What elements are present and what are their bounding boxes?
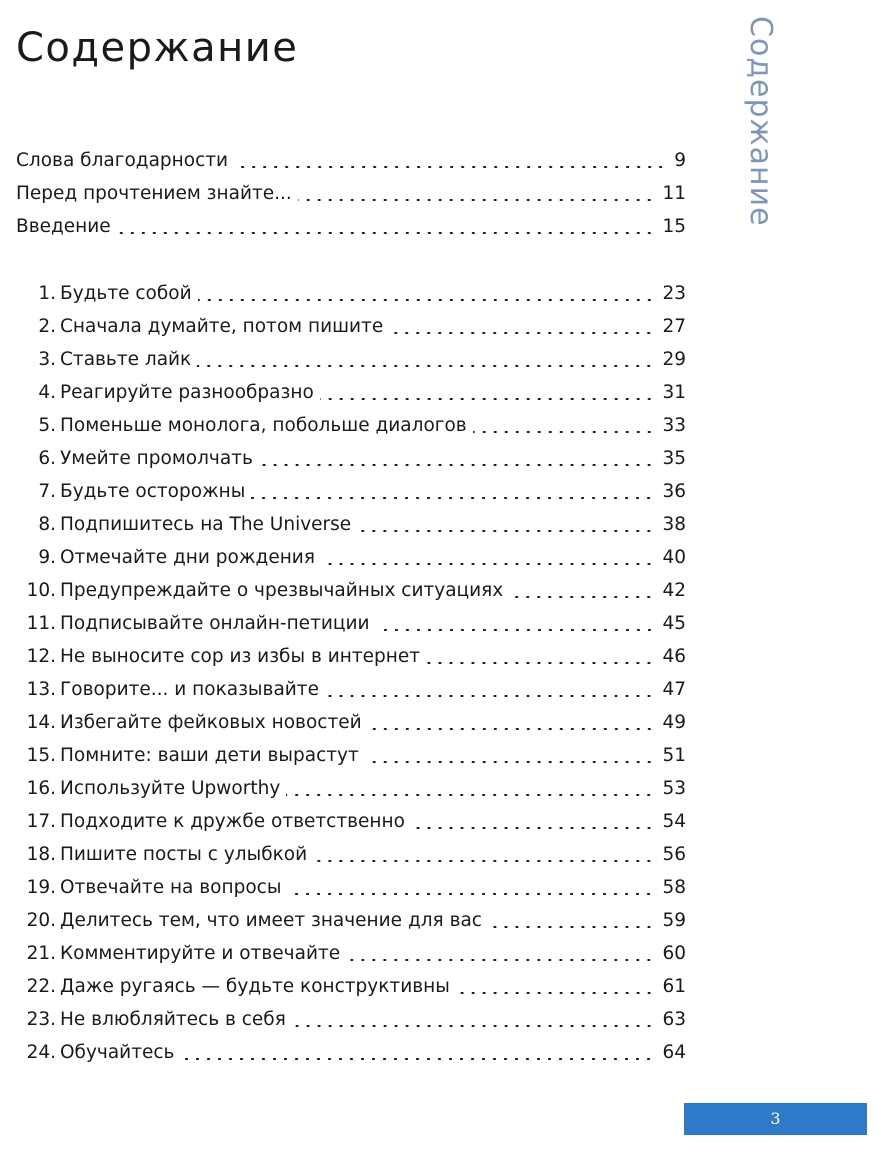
toc-entry-label: Не выносите сор из избы в интернет	[60, 646, 421, 667]
toc-entry-label: Реагируйте разнообразно	[60, 382, 314, 403]
chapter-number: 9.	[38, 547, 56, 568]
toc-entry-chapter-11[interactable]	[16, 610, 686, 638]
toc-entry-label: Говорите... и показывайте	[60, 679, 319, 700]
toc-entry-page: 29	[662, 349, 686, 370]
toc-entry-label: Избегайте фейковых новостей	[60, 712, 362, 733]
dot-leader	[376, 629, 655, 631]
toc-entry-page: 40	[662, 547, 686, 568]
dot-leader	[411, 827, 655, 829]
toc-entry-page: 42	[662, 580, 686, 601]
toc-entry-label: Отмечайте дни рождения	[60, 547, 315, 568]
toc-entry-page: 56	[662, 844, 686, 865]
dot-leader	[251, 497, 654, 499]
dot-leader	[325, 695, 654, 697]
dot-leader	[286, 794, 654, 796]
toc-entry-chapter-20[interactable]	[16, 907, 686, 935]
toc-entry-page: 54	[662, 811, 686, 832]
dot-leader	[426, 662, 654, 664]
chapter-number: 7.	[38, 481, 56, 502]
toc-entry-label: Умейте промолчать	[60, 448, 253, 469]
dot-leader	[357, 530, 654, 532]
toc-entry-page: 51	[662, 745, 686, 766]
toc-entry-page: 60	[662, 943, 686, 964]
chapter-number: 24.	[26, 1042, 56, 1063]
chapter-number: 17.	[26, 811, 56, 832]
toc-entry-label: Слова благодарности	[16, 150, 229, 171]
toc-entry-chapter-22[interactable]	[16, 973, 686, 1001]
chapter-number: 15.	[26, 745, 56, 766]
toc-entry-label: Поменьше монолога, побольше диалогов	[60, 415, 467, 436]
toc-entry-introduction[interactable]	[16, 213, 686, 241]
toc-entry-label: Не влюбляйтесь в себя	[60, 1009, 286, 1030]
toc-entry-page: 64	[662, 1042, 686, 1063]
toc-entry-chapter-9[interactable]	[16, 544, 686, 572]
chapter-number: 21.	[26, 943, 56, 964]
chapter-number: 22.	[26, 976, 56, 997]
dot-leader	[389, 332, 654, 334]
chapter-number: 18.	[26, 844, 56, 865]
dot-leader	[180, 1058, 654, 1060]
toc-entry-label: Подпишитесь на The Universe	[60, 514, 352, 535]
chapter-number: 11.	[26, 613, 56, 634]
dot-leader	[456, 992, 655, 994]
page-number: 3	[770, 1109, 781, 1128]
toc-entry-chapter-19[interactable]	[16, 874, 686, 902]
toc-entry-chapter-10[interactable]	[16, 577, 686, 605]
chapter-number: 3.	[38, 349, 56, 370]
toc-entry-chapter-21[interactable]	[16, 940, 686, 968]
toc-entry-before-reading[interactable]	[16, 180, 686, 208]
toc-entry-chapter-15[interactable]	[16, 742, 686, 770]
toc-entry-acknowledgements[interactable]	[16, 147, 686, 175]
toc-entry-label: Используйте Upworthy	[60, 778, 281, 799]
chapter-number: 2.	[38, 316, 56, 337]
dot-leader	[234, 166, 666, 168]
toc-entry-page: 46	[662, 646, 686, 667]
toc-entry-page: 33	[662, 415, 686, 436]
toc-entry-page: 36	[662, 481, 686, 502]
toc-entry-page: 61	[662, 976, 686, 997]
chapter-number: 23.	[26, 1009, 56, 1030]
toc-entry-chapter-7[interactable]	[16, 478, 686, 506]
toc-entry-chapter-3[interactable]	[16, 346, 686, 374]
toc-entry-chapter-2[interactable]	[16, 313, 686, 341]
dot-leader	[298, 199, 655, 201]
chapter-number: 20.	[26, 910, 56, 931]
toc-entry-chapter-17[interactable]	[16, 808, 686, 836]
toc-entry-page: 11	[662, 183, 686, 204]
dot-leader	[365, 761, 655, 763]
toc-entry-chapter-23[interactable]	[16, 1006, 686, 1034]
toc-entry-label: Ставьте лайк	[60, 349, 192, 370]
toc-entry-chapter-14[interactable]	[16, 709, 686, 737]
toc-entry-label: Подписывайте онлайн-петиции	[60, 613, 370, 634]
dot-leader	[320, 398, 655, 400]
toc-entry-chapter-8[interactable]	[16, 511, 686, 539]
toc-entry-page: 49	[662, 712, 686, 733]
toc-entry-page: 63	[662, 1009, 686, 1030]
dot-leader	[117, 232, 655, 234]
chapter-number: 1.	[38, 283, 56, 304]
toc-entry-page: 58	[662, 877, 686, 898]
dot-leader	[198, 299, 655, 301]
dot-leader	[197, 365, 654, 367]
toc-entry-label: Будьте собой	[60, 283, 192, 304]
toc-entry-chapter-4[interactable]	[16, 379, 686, 407]
dot-leader	[287, 893, 654, 895]
toc-entry-chapter-5[interactable]	[16, 412, 686, 440]
chapter-number: 6.	[38, 448, 56, 469]
chapter-number: 8.	[38, 514, 56, 535]
toc-entry-label: Сначала думайте, потом пишите	[60, 316, 384, 337]
chapter-number: 10.	[26, 580, 56, 601]
chapter-number: 12.	[26, 646, 56, 667]
toc-entry-label: Делитесь тем, что имеет значение для вас	[60, 910, 482, 931]
toc-entry-page: 53	[662, 778, 686, 799]
toc-entry-label: Подходите к дружбе ответственно	[60, 811, 405, 832]
chapter-number: 4.	[38, 382, 56, 403]
dot-leader	[259, 464, 655, 466]
chapter-number: 16.	[26, 778, 56, 799]
toc-entry-page: 38	[662, 514, 686, 535]
dot-leader	[509, 596, 654, 598]
toc-entry-label: Перед прочтением знайте...	[16, 183, 292, 204]
side-title: Содержание	[743, 16, 778, 227]
dot-leader	[292, 1025, 655, 1027]
toc-entry-page: 27	[662, 316, 686, 337]
toc-entry-page: 9	[674, 150, 686, 171]
toc-entry-chapter-1[interactable]	[16, 280, 686, 308]
dot-leader	[321, 563, 655, 565]
toc-entry-chapter-24[interactable]	[16, 1039, 686, 1067]
toc-entry-chapter-16[interactable]	[16, 775, 686, 803]
toc-entry-chapter-12[interactable]	[16, 643, 686, 671]
chapter-number: 19.	[26, 877, 56, 898]
chapter-number: 5.	[38, 415, 56, 436]
toc-entry-label: Предупреждайте о чрезвычайных ситуациях	[60, 580, 504, 601]
toc-entry-label: Введение	[16, 216, 111, 237]
toc-entry-label: Пишите посты с улыбкой	[60, 844, 308, 865]
page-title: Содержание	[16, 25, 299, 71]
dot-leader	[488, 926, 654, 928]
toc-entry-page: 23	[662, 283, 686, 304]
toc-entry-label: Помните: ваши дети вырастут	[60, 745, 359, 766]
toc-entry-page: 31	[662, 382, 686, 403]
dot-leader	[368, 728, 655, 730]
toc-entry-page: 59	[662, 910, 686, 931]
dot-leader	[473, 431, 655, 433]
toc-entry-page: 35	[662, 448, 686, 469]
toc-entry-page: 15	[662, 216, 686, 237]
page-number-badge	[684, 1103, 867, 1135]
toc-entry-chapter-6[interactable]	[16, 445, 686, 473]
toc-entry-label: Обучайтесь	[60, 1042, 175, 1063]
toc-entry-label: Будьте осторожны	[60, 481, 246, 502]
toc-entry-label: Отвечайте на вопросы	[60, 877, 282, 898]
chapter-number: 13.	[26, 679, 56, 700]
toc-entry-label: Комментируйте и отвечайте	[60, 943, 341, 964]
toc-entry-label: Даже ругаясь — будьте конструктивны	[60, 976, 450, 997]
toc-entry-chapter-18[interactable]	[16, 841, 686, 869]
chapter-number: 14.	[26, 712, 56, 733]
dot-leader	[346, 959, 654, 961]
toc-entry-page: 45	[662, 613, 686, 634]
dot-leader	[313, 860, 654, 862]
toc-entry-page: 47	[662, 679, 686, 700]
toc-entry-chapter-13[interactable]	[16, 676, 686, 704]
